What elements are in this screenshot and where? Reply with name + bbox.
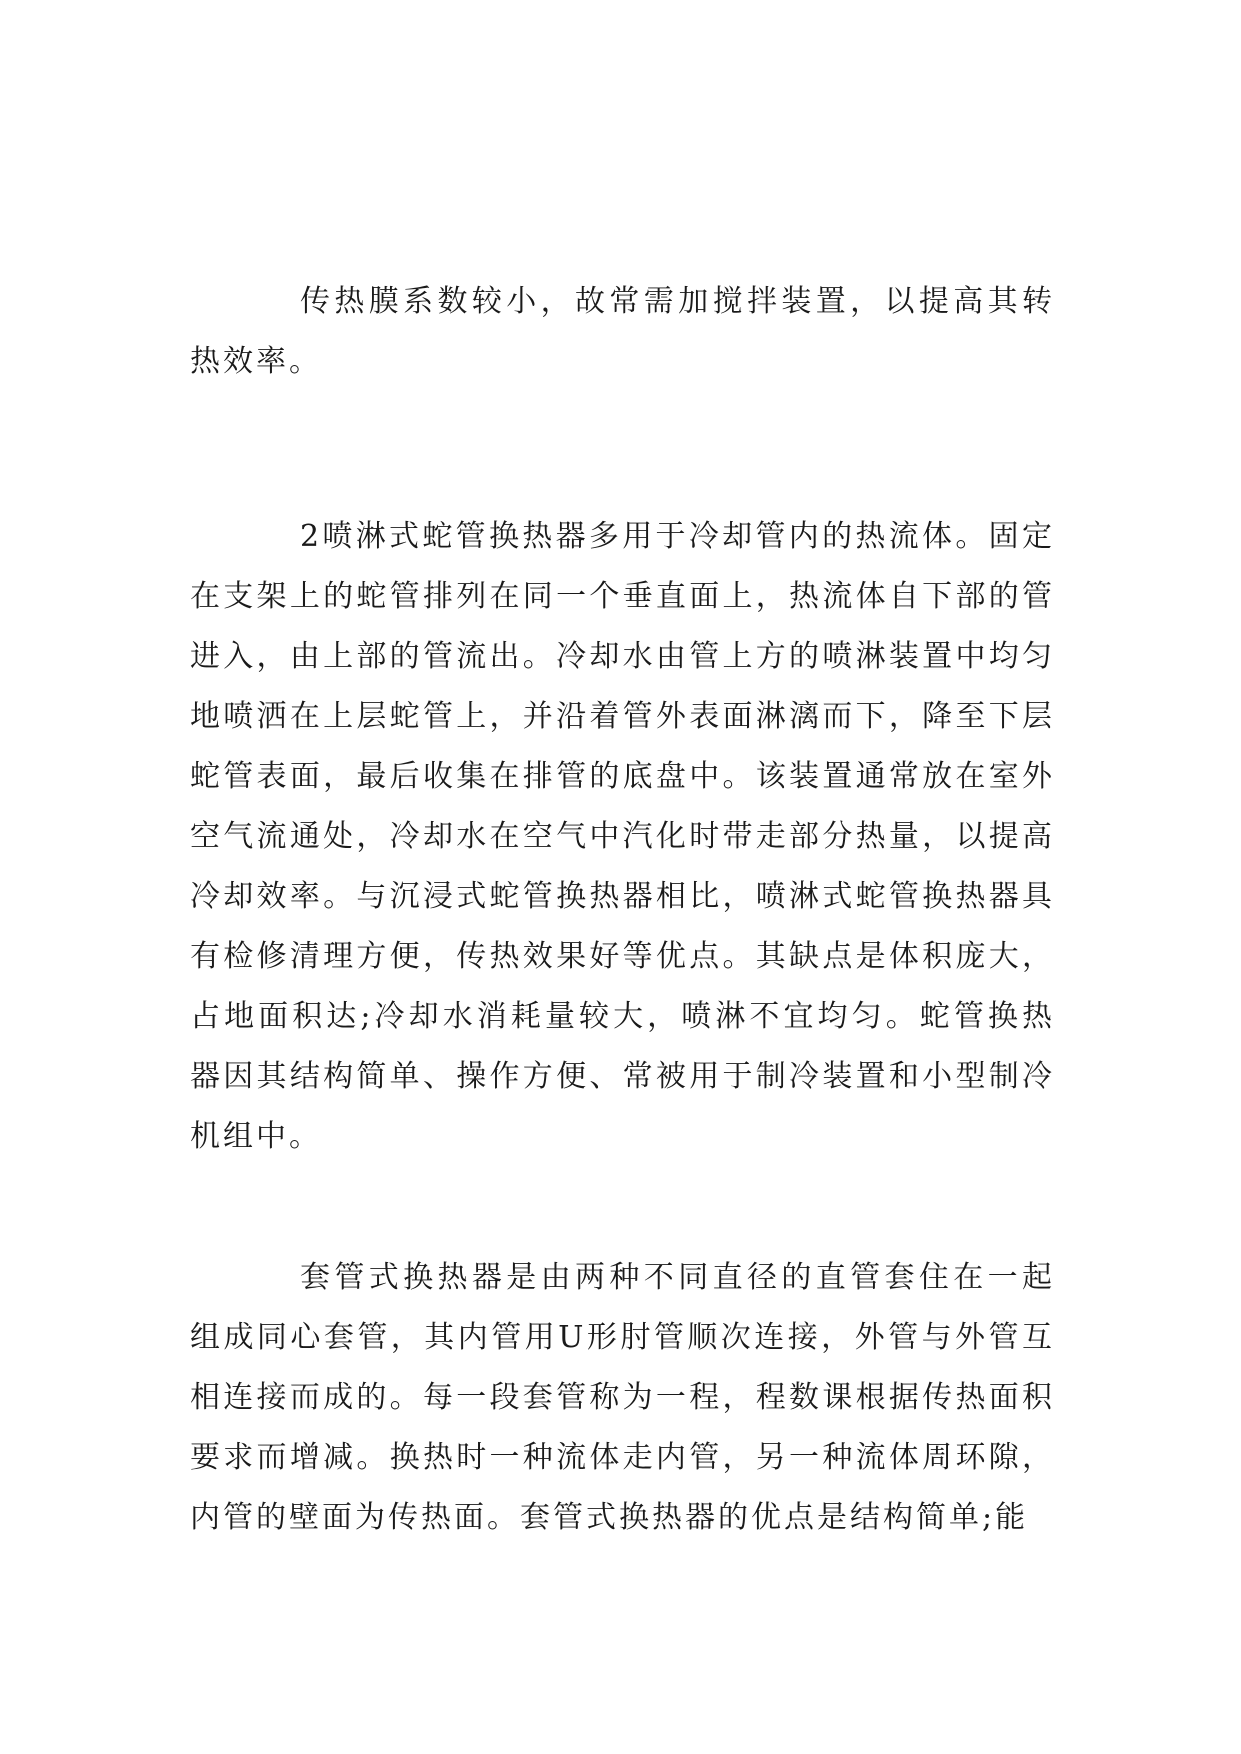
paragraph-1: 传热膜系数较小，故常需加搅拌装置，以提高其转热效率。 — [190, 284, 1055, 379]
paragraph-2: 2喷淋式蛇管换热器多用于冷却管内的热流体。固定在支架上的蛇管排列在同一个垂直面上，热流体自下部的管进入，由上部的管流出。冷却水由管上方的喷淋装置中均匀地喷洒在上层蛇管上，并沿着管外表面淋漓而下，降至下层蛇管表面，最后收集在排管的底盘中。该装置通常放在室外空气流通处，冷却水在空气中汽化时带走部分热量，以提高冷却效率。与沉浸式蛇管换热器相比，喷淋式蛇管换热器具有检修清理方便，传热效果好等优点。其缺点是体积庞大，占地面积达;冷却水消耗量较大，喷淋不宜均匀。蛇管换热器因其结构简单、操作方便、常被用于制冷装置和小型制冷机组中。 — [190, 519, 1055, 1154]
paragraph-3: 套管式换热器是由两种不同直径的直管套住在一起组成同心套管，其内管用U形肘管顺次连接，外管与外管互相连接而成的。每一段套管称为一程，程数课根据传热面积要求而增减。换热时一种流体走内管，另一种流体周环隙，内管的壁面为传热面。套管式换热器的优点是结构简单;能 — [190, 1260, 1055, 1535]
